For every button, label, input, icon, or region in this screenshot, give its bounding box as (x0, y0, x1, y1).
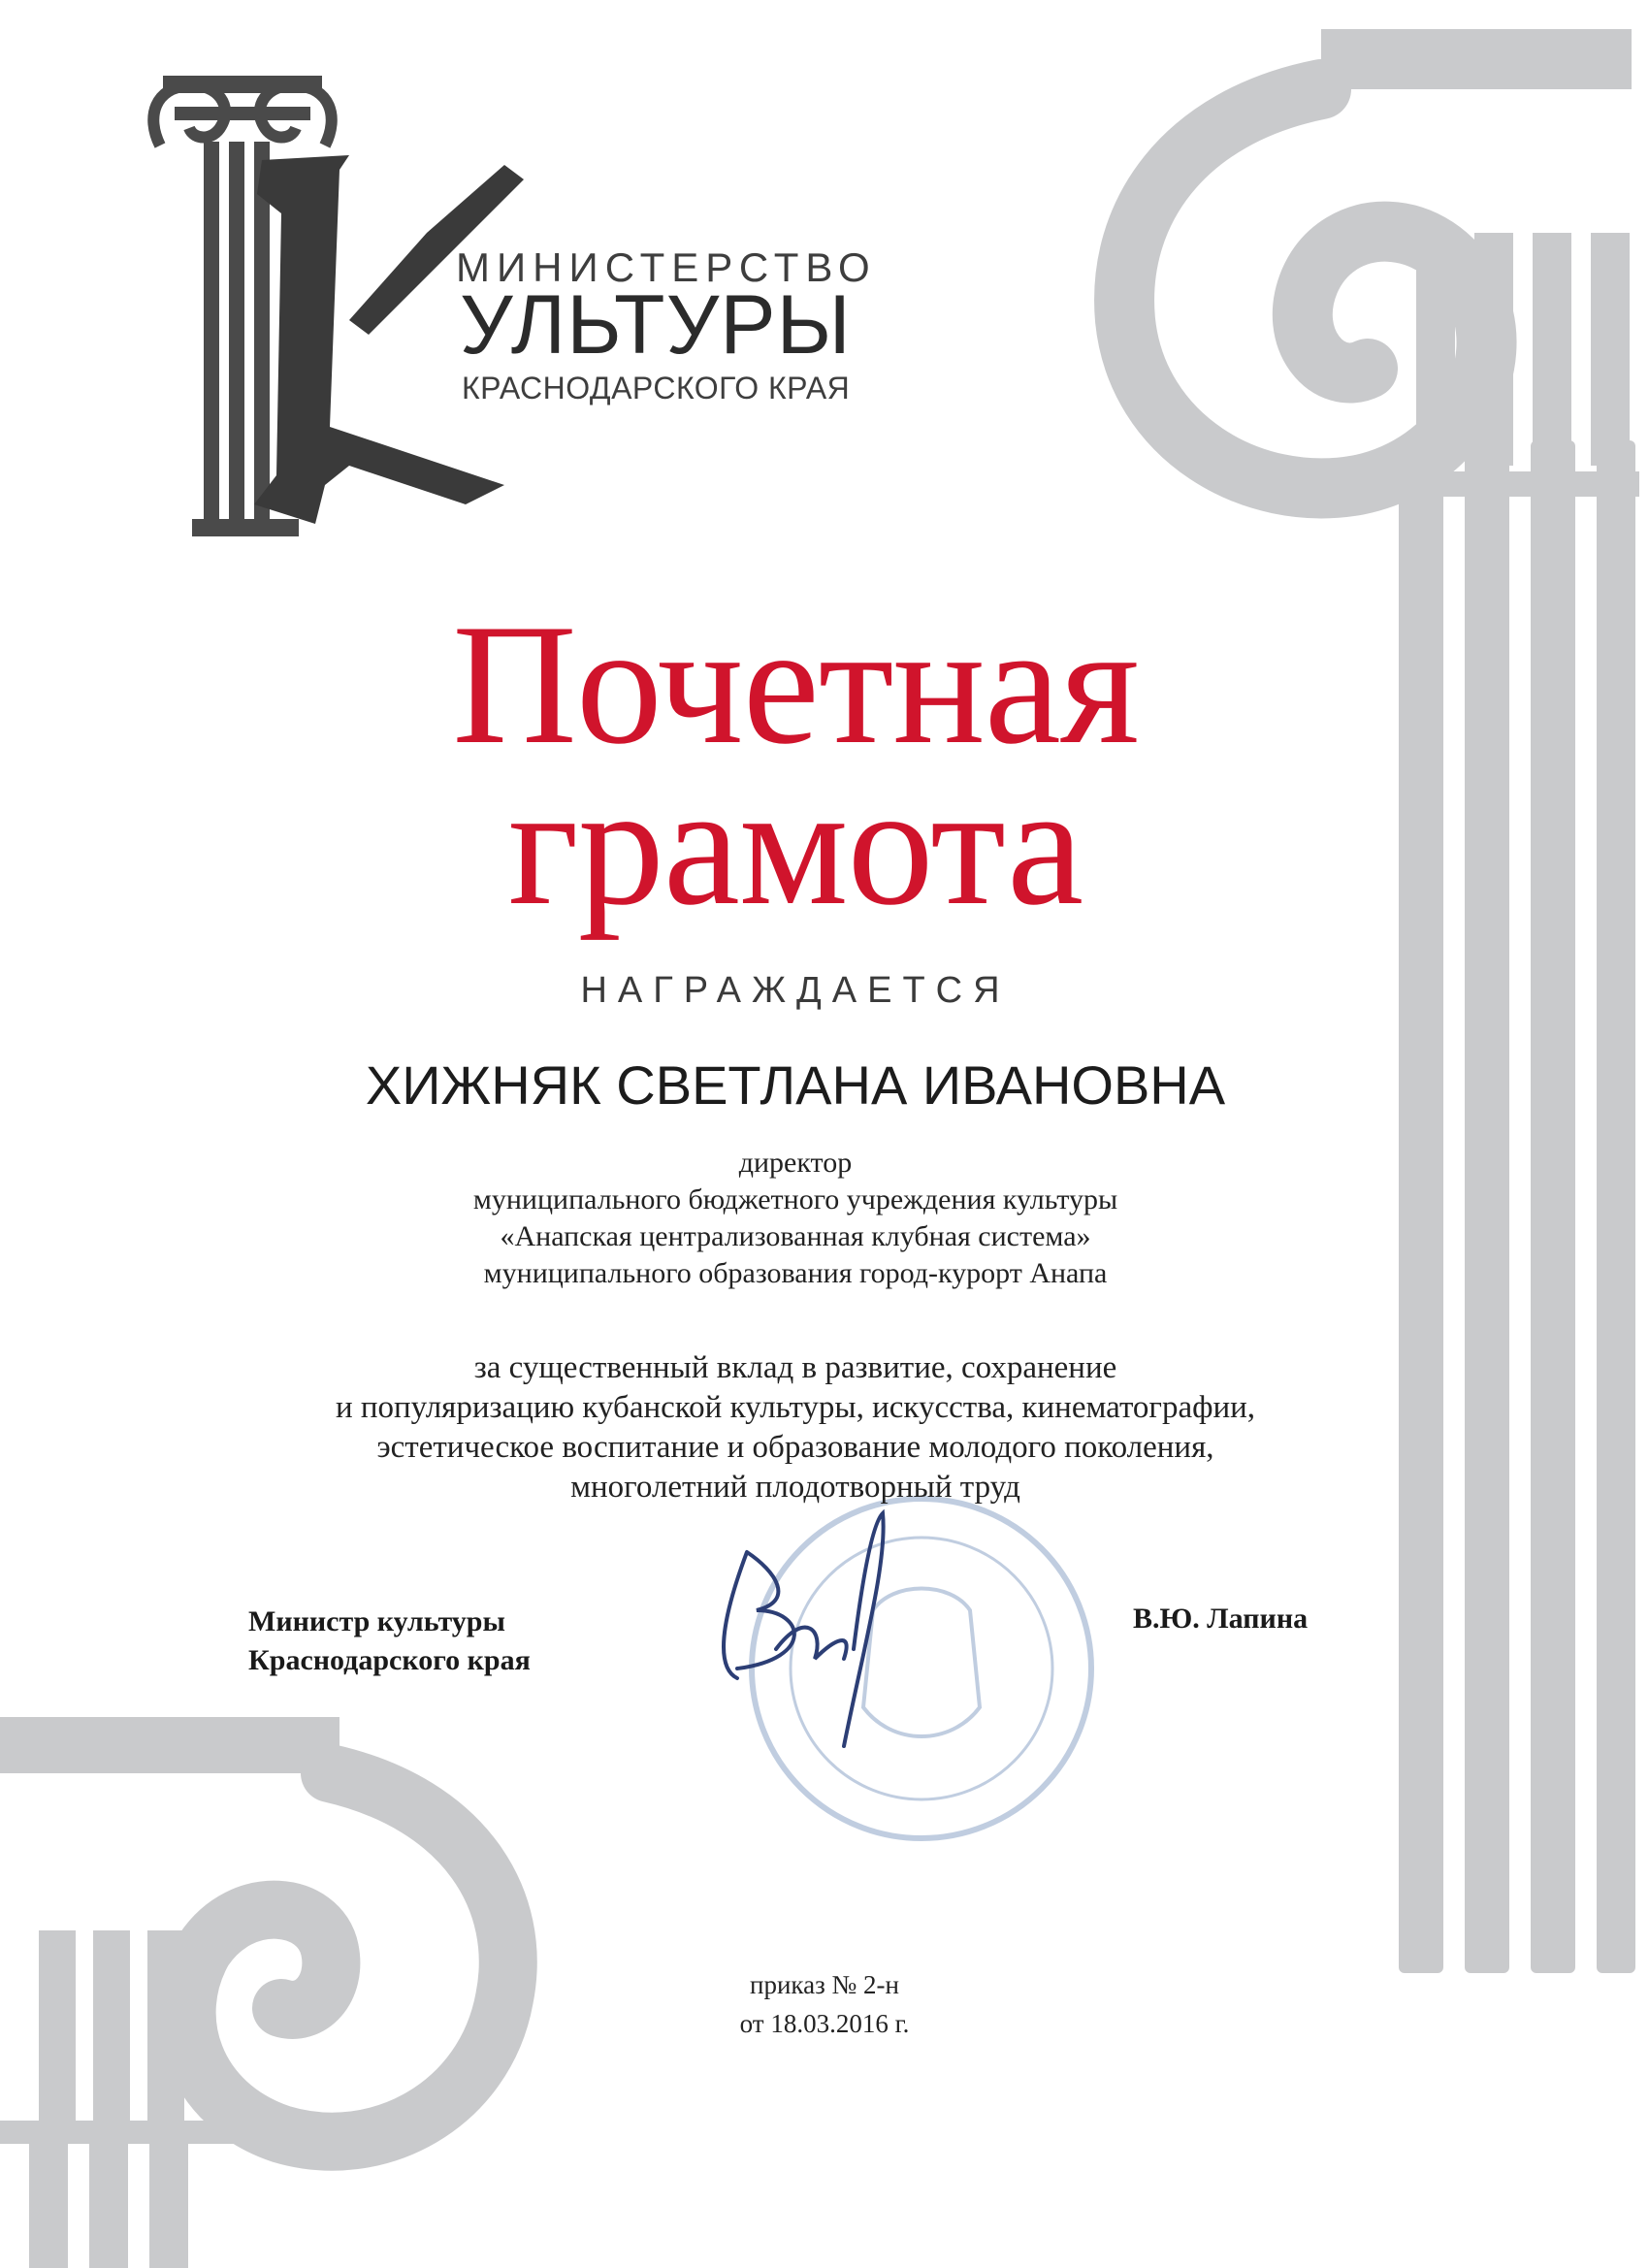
right-column-shaft-icon (1399, 440, 1635, 1973)
signatory-title (248, 1603, 531, 1680)
reason-line: и популяризацию кубанской культуры, искусства, кинематографии, (335, 1390, 1256, 1425)
awarded-label: НАГРАЖДАЕТСЯ (580, 970, 1011, 1011)
position-line: «Анапская централизованная клубная система» (500, 1220, 1091, 1252)
reason-line: за существенный вклад в развитие, сохранение (473, 1350, 1117, 1385)
logo-region-text: КРАСНОДАРСКОГО КРАЯ (462, 371, 851, 405)
logo-ministry-text: МИНИСТЕРСТВО (456, 244, 877, 290)
order-number: приказ № 2-н (750, 1970, 899, 1999)
top-right-column-capital-icon (1124, 29, 1639, 497)
signatory-title-line: Министр культуры (248, 1605, 505, 1637)
signatory-name: В.Ю. Лапина (1133, 1603, 1309, 1635)
order-reference (582, 1965, 1067, 2043)
reason-line: эстетическое воспитание и образование молодого поколения, (376, 1430, 1214, 1465)
certificate-title-line-2: грамота (507, 749, 1083, 941)
position-line: муниципального образования город-курорт Анапа (483, 1257, 1108, 1289)
reason-line: многолетний плодотворный труд (570, 1470, 1020, 1505)
order-date: от 18.03.2016 г. (739, 2009, 910, 2038)
signatory-title-line: Краснодарского края (248, 1644, 531, 1676)
certificate-title-line-1: Почетная (452, 588, 1139, 780)
position-line: муниципального бюджетного учреждения культуры (472, 1183, 1118, 1215)
recipient-name: ХИЖНЯК СВЕТЛАНА ИВАНОВНА (365, 1054, 1226, 1116)
bottom-left-column-capital-icon (0, 1717, 508, 2268)
position-line: директор (738, 1147, 853, 1179)
recipient-position (291, 1145, 1300, 1292)
award-reason (223, 1348, 1368, 1507)
logo-culture-text: УЛЬТУРЫ (460, 278, 852, 372)
stamp-icon (752, 1499, 1091, 1838)
